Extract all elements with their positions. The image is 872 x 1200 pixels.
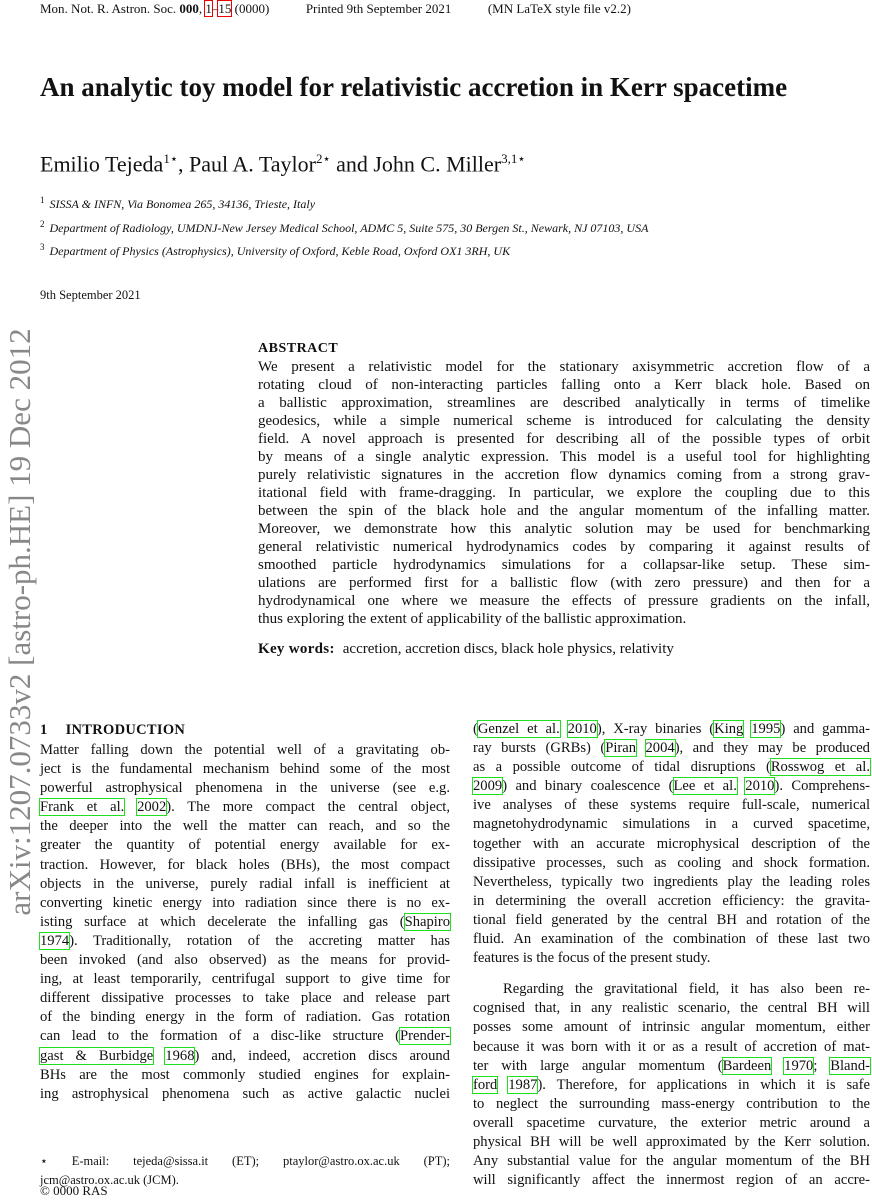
left-column-body	[40, 741, 450, 1104]
text-line	[473, 1057, 870, 1076]
text-run: ject is the fundamental mechanism behind some of the most	[40, 761, 450, 778]
text-line	[473, 1114, 870, 1133]
text-line	[40, 798, 450, 817]
year: (0000)	[231, 1, 270, 16]
text-run: thus exploring the extent of applicability of the ballistic approximation.	[258, 611, 687, 627]
citation-link[interactable]: 2002	[137, 799, 167, 816]
abstract-heading: ABSTRACT	[258, 341, 339, 356]
text-line	[258, 358, 870, 376]
text-run: between the spin of the black hole and the angular momentum of the infalling matter.	[258, 503, 870, 519]
text-run: a ballistic approximation, streamlines are described analytically in terms of timelike	[258, 395, 870, 411]
dash: –	[211, 1, 219, 16]
text-line	[40, 856, 450, 875]
text-run: ing, at least temporarily, centrifugal support to give time for	[40, 971, 450, 988]
text-line	[40, 875, 450, 894]
section-heading	[40, 720, 450, 741]
text-line	[40, 1066, 450, 1085]
text-run: ) and binary coalescence (	[502, 778, 674, 795]
author-name: John C. Miller	[373, 151, 502, 177]
text-run: ter with large angular momentum (	[473, 1057, 723, 1074]
text-run: ive analyses of these systems require full-scale, numerical	[473, 797, 870, 814]
text-line	[40, 1152, 450, 1171]
text-line	[40, 1008, 450, 1027]
text-run: ing astrophysical phenomena such as active galactic nuclei	[40, 1085, 450, 1102]
keywords-text: accretion, accretion discs, black hole physics, relativity	[342, 641, 674, 657]
text-run: ). The more compact the central object,	[166, 799, 451, 816]
citation-link[interactable]: ford	[473, 1076, 498, 1093]
text-run	[560, 721, 568, 737]
text-line	[40, 836, 450, 855]
text-line	[473, 1152, 870, 1171]
citation-link[interactable]: Shapiro	[404, 913, 450, 930]
text-line	[473, 1076, 870, 1095]
text-run: can lead to the formation of a disc-like structure (	[40, 1028, 401, 1045]
text-line	[258, 376, 870, 394]
style-file: (MN LaTeX style file v2.2)	[487, 1, 631, 16]
text-run: in determining the overall accretion efficiency: the gravita-	[473, 892, 870, 909]
text-run: (	[473, 721, 478, 737]
text-run: ulations are performed first for a ballistic flow (with zero pressure) and then for a	[258, 575, 870, 591]
text-line	[40, 951, 450, 970]
text-run: ) and gamma-	[780, 721, 870, 737]
citation-link[interactable]: Genzel et al.	[477, 721, 560, 737]
text-line	[258, 538, 870, 556]
text-run	[497, 1077, 508, 1093]
text-run	[737, 778, 745, 794]
affiliation-number: 1	[40, 195, 45, 205]
journal-name: Mon. Not. R. Astron. Soc.	[40, 1, 180, 16]
text-line	[40, 741, 450, 760]
author-affil-mark: 2⋆	[315, 151, 331, 166]
text-run: by means of a single analytic expression. This model is a useful tool for highlighting	[258, 449, 870, 465]
text-run: purely relativistic signatures in the accretion flow dynamics coming from a strong grav-	[258, 467, 870, 483]
text-line	[258, 574, 870, 592]
running-head	[40, 0, 631, 18]
text-run: Regarding the gravitational field, it has also been re-	[503, 981, 870, 998]
text-line	[258, 592, 870, 610]
text-line	[473, 1133, 870, 1152]
citation-link[interactable]: gast & Burbidge	[40, 1047, 154, 1064]
text-run: overall spacetime curvature, the exterior metric around a	[473, 1114, 870, 1131]
text-run	[636, 740, 645, 756]
text-run: itational field with frame-dragging. In particular, we explore the coupling due to this	[258, 485, 870, 501]
text-line	[258, 610, 870, 628]
affiliation-text: Department of Physics (Astrophysics), University of Oxford, Keble Road, Oxford OX1 3RH, UK	[49, 244, 511, 258]
text-run: will significantly affect the innermost region of an accre-	[473, 1172, 870, 1189]
author-affil-mark: 3,1⋆	[501, 151, 526, 166]
citation-link[interactable]: 1995	[751, 721, 781, 737]
text-line	[258, 448, 870, 466]
text-run: ). Traditionally, rotation of the accreting matter has	[69, 932, 450, 949]
affiliation-text: Department of Radiology, UMDNJ-New Jersey Medical School, ADMC 5, Suite 575, 30 Bergen St., Newark, NJ 07103, USA	[49, 220, 649, 235]
citation-link[interactable]: Frank et al.	[40, 799, 125, 816]
text-run: hydrodynamical one where we measure the effects of pressure gradients on the infall,	[258, 593, 870, 609]
text-line	[40, 894, 450, 913]
text-line	[40, 1027, 450, 1046]
text-run: geodesics, while a simple numerical scheme is introduced for calculating the density	[258, 413, 870, 429]
citation-link[interactable]: 1974	[40, 932, 70, 949]
text-run: as a possible outcome of tidal disruptions (	[473, 759, 771, 776]
text-run: objects in the universe, purely radial infall is inefficient at	[40, 875, 450, 892]
citation-link[interactable]: 1987	[508, 1076, 538, 1093]
page-last-link[interactable]: 15	[218, 1, 232, 16]
paragraph	[258, 358, 870, 628]
text-run: together with an accurate microphysical description of the	[473, 835, 870, 852]
text-run: dissipative processes, such as cooling and shock formation.	[473, 854, 870, 871]
citation-link[interactable]: 2010	[745, 778, 775, 795]
author-name: Paul A. Taylor	[188, 151, 316, 177]
affiliation-number: 2	[40, 218, 45, 229]
text-line	[258, 394, 870, 412]
paragraph-gap	[473, 968, 870, 980]
text-line	[473, 873, 870, 892]
text-line	[473, 739, 870, 758]
text-line	[473, 930, 870, 949]
text-run: converting kinetic energy into radiation since there is no ex-	[40, 894, 450, 911]
text-run: rotating cloud of non-interacting particles falling onto a Kerr black hole. Based on	[258, 377, 870, 393]
text-line	[473, 1018, 870, 1037]
text-line	[473, 854, 870, 873]
text-run	[124, 799, 137, 815]
text-run: features is the focus of the present study.	[473, 950, 711, 967]
affiliations	[40, 191, 648, 262]
text-run: Matter falling down the potential well of a gravitating ob-	[40, 742, 450, 758]
text-run: BHs are the most commonly studied engines for explain-	[40, 1066, 450, 1083]
text-run: ray bursts (GRBs) (	[473, 740, 606, 757]
citation-link[interactable]: 2004	[645, 740, 675, 757]
abstract-body	[258, 358, 870, 628]
arxiv-stamp: arXiv:1207.0733v2 [astro-ph.HE] 19 Dec 2012	[2, 328, 37, 916]
text-run: ). Comprehens-	[774, 778, 870, 795]
text-line	[258, 520, 870, 538]
text-run: of the binding energy in the form of radiation. Gas rotation	[40, 1009, 450, 1026]
text-line	[40, 817, 450, 836]
paper-title: An analytic toy model for relativistic accretion in Kerr spacetime	[40, 72, 788, 102]
text-run	[153, 1048, 165, 1064]
text-run: been invoked (and also observed) as the means for provid-	[40, 952, 450, 969]
paragraph	[40, 741, 450, 1104]
paragraph	[473, 720, 870, 968]
text-run: smoothed particle hydrodynamics simulations for a collapsar-like setup. These sim-	[258, 557, 870, 573]
text-line	[473, 815, 870, 834]
authors	[40, 146, 525, 177]
text-run: We present a relativistic model for the stationary axisymmetric accretion flow of a	[258, 359, 870, 375]
text-run: cognised that, in any realistic scenario, the central BH will	[473, 1000, 870, 1017]
text-line	[258, 484, 870, 502]
text-run: physical BH will be well approximated by the Kerr solution.	[473, 1133, 870, 1150]
text-line	[258, 502, 870, 520]
citation-link[interactable]: Prender-	[400, 1028, 450, 1045]
text-run: because it was born with it or as a result of accretion of mat-	[473, 1038, 870, 1055]
author-separator: and	[330, 151, 374, 177]
citation-link[interactable]: Bland-	[830, 1057, 870, 1074]
keywords-label: Key words:	[258, 641, 335, 657]
text-run: greater the quantity of potential energy available for ex-	[40, 837, 450, 854]
author-name: Emilio Tejeda	[40, 151, 164, 177]
printed-date: Printed 9th September 2021	[305, 1, 452, 16]
text-run: fluid. An examination of the combination of these last two	[473, 931, 870, 948]
section-title: INTRODUCTION	[65, 722, 186, 738]
section-number: 1	[40, 722, 48, 738]
text-run: different dissipative processes to take place and release part	[40, 990, 450, 1007]
text-run: isting surface at which decelerate the infalling gas (	[40, 913, 405, 930]
citation-link[interactable]: Bardeen	[722, 1057, 772, 1074]
citation-link[interactable]: King	[714, 721, 744, 737]
text-run: powerful astrophysical phenomena in the universe (see e.g.	[40, 780, 450, 797]
text-line	[40, 970, 450, 989]
text-run: Moreover, we demonstrate how this analytic solution may be used for benchmarking	[258, 521, 870, 537]
text-run: ), X-ray binaries (	[596, 721, 715, 737]
text-line	[258, 430, 870, 448]
text-line	[473, 1038, 870, 1057]
text-line	[473, 949, 870, 968]
text-line	[258, 466, 870, 484]
text-run: ) and, indeed, accretion discs around	[194, 1047, 450, 1064]
citation-link[interactable]: 1968	[165, 1047, 195, 1064]
text-line	[258, 412, 870, 430]
text-line	[40, 932, 450, 951]
volume: 000	[179, 1, 199, 16]
text-line	[473, 777, 870, 796]
author-separator: ,	[177, 151, 189, 177]
text-line	[473, 758, 870, 777]
text-run: the deeper into the well the matter can reach, and so the	[40, 818, 450, 835]
text-run: traction. However, for black holes (BHs), the most compact	[40, 856, 450, 873]
text-run: posses some amount of intrinsic angular momentum, either	[473, 1019, 870, 1036]
affiliation-text: SISSA & INFN, Via Bonomea 265, 34136, Trieste, Italy	[49, 197, 316, 211]
text-line	[40, 989, 450, 1008]
text-line	[473, 892, 870, 911]
text-run: ), and they may be produced	[674, 740, 870, 757]
page-first-link[interactable]: 1	[205, 1, 212, 16]
keywords	[258, 641, 674, 658]
text-run: magnetohydrodynamic simulations in a curved spacetime,	[473, 816, 870, 833]
affiliation-number: 3	[40, 242, 45, 252]
text-line	[473, 999, 870, 1018]
text-run: ⋆ E-mail: tejeda@sissa.it (ET); ptaylor@astro.ox.ac.uk (PT);	[40, 1154, 450, 1168]
text-run: jcm@astro.ox.ac.uk (JCM).	[40, 1173, 179, 1187]
left-column	[40, 720, 450, 1104]
citation-link[interactable]: 2009	[473, 778, 503, 795]
text-run: to neglect the surrounding mass-energy contribution to the	[473, 1095, 870, 1112]
text-line	[473, 1095, 870, 1114]
text-run: field. A novel approach is presented for describing all of the possible types of orbit	[258, 431, 870, 447]
text-line	[258, 556, 870, 574]
text-run: ;	[813, 1057, 831, 1074]
paragraph	[473, 980, 870, 1190]
affiliation	[40, 238, 648, 262]
text-line	[40, 1085, 450, 1104]
text-run: ). Therefore, for applications in which it is safe	[537, 1076, 870, 1093]
text-line	[473, 911, 870, 930]
citation-link[interactable]: Piran	[605, 740, 637, 757]
text-run: Nevertheless, typically two ingredients play the leading roles	[473, 873, 870, 890]
affiliation	[40, 191, 648, 215]
text-line	[40, 913, 450, 932]
text-run	[771, 1058, 784, 1074]
citation-link[interactable]: 1970	[784, 1057, 814, 1074]
text-line	[40, 779, 450, 798]
citation-link[interactable]: Lee et al.	[673, 778, 737, 795]
right-column	[473, 720, 870, 1190]
copyright: © 0000 RAS	[40, 1183, 108, 1198]
text-line	[473, 720, 870, 739]
date: 9th September 2021	[40, 288, 141, 302]
text-line	[40, 760, 450, 779]
abstract	[258, 340, 870, 628]
text-line	[473, 796, 870, 815]
text-run: Any substantial value for the angular momentum of the BH	[473, 1153, 870, 1170]
text-line	[40, 1047, 450, 1066]
author-affil-mark: 1⋆	[163, 151, 178, 166]
text-line	[473, 835, 870, 854]
text-run: tional field generated by the central BH and rotation of the	[473, 911, 870, 928]
affiliation	[40, 215, 648, 239]
text-line	[473, 1171, 870, 1190]
text-line	[473, 980, 870, 999]
separator: ,	[198, 1, 206, 16]
text-run: general relativistic numerical hydrodynamics codes by comparing it against results of	[258, 539, 870, 555]
citation-link[interactable]: Rosswog et al.	[770, 759, 870, 776]
citation-link[interactable]: 2010	[567, 721, 597, 737]
